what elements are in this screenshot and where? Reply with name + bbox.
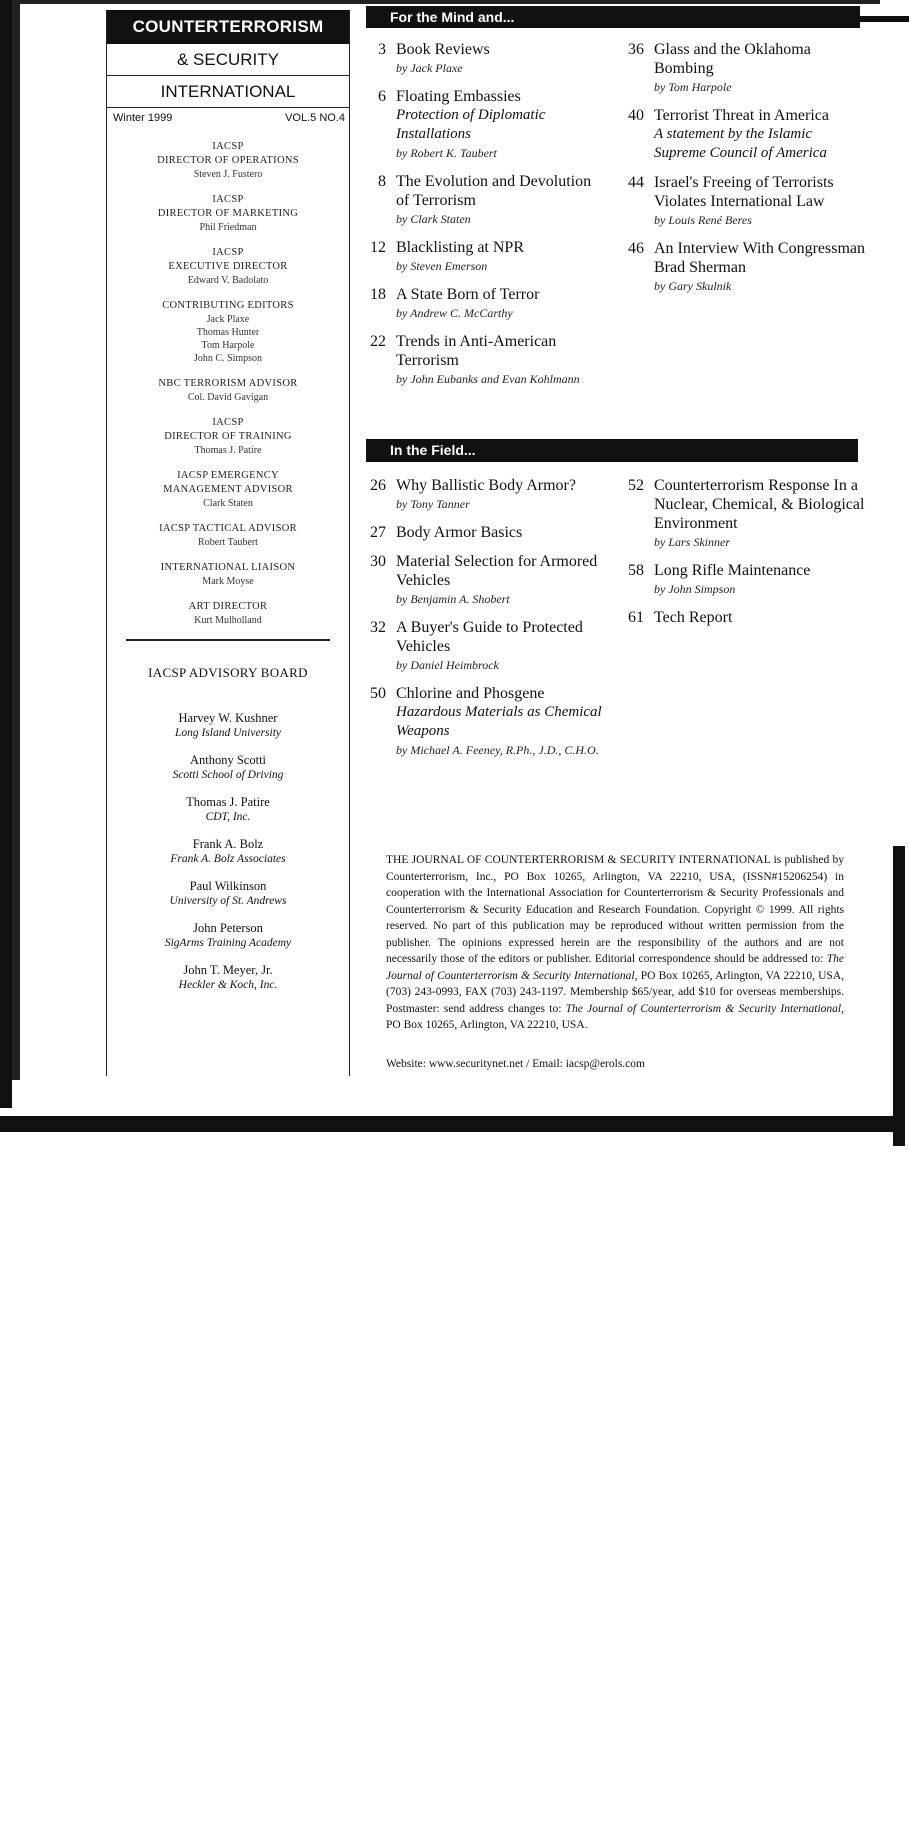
staff-role: DIRECTOR OF OPERATIONS [157,155,299,166]
toc-page-number: 58 [628,562,644,579]
toc-byline: by John Simpson [654,582,736,596]
toc-field-right [618,476,866,637]
toc-entry-body [396,40,592,77]
toc-entry [360,332,592,388]
colophon [386,852,844,1034]
toc-entry-body [396,285,592,322]
toc-title: A Buyer's Guide to Protected Vehicles [396,619,583,655]
staff-name: Jack Plaxe [206,314,250,325]
toc-entry-body [654,40,866,96]
masthead-line2: & SECURITY [107,44,349,76]
board-member-name: Harvey W. Kushner [178,711,278,725]
toc-entry-body [654,239,866,295]
toc-entry [360,552,604,608]
toc-page-number: 30 [370,553,386,570]
toc-page-number: 46 [628,240,644,257]
toc-title: Chlorine and Phosgene [396,685,545,702]
toc-page-number: 18 [370,286,386,303]
colophon-p2: PO Box 10265, Arlington, VA 22210, USA, (703) 243-0993, FAX (703) 243-1197. Membership $65/year, add $10 for overseas memberships. Postmaster: send address changes to: [386,969,845,1015]
staff-role: DIRECTOR OF TRAINING [164,431,292,442]
toc-entry-body [654,476,866,551]
staff-name: Col. David Gavigan [187,392,269,403]
section-header-mind: For the Mind and... [366,6,860,28]
colophon-journal-name-1: The Journal of Counterterrorism & Security International, [386,953,845,982]
board-member-name: Thomas J. Patire [186,795,270,809]
toc-field-left [360,476,604,769]
board-member-name: Frank A. Bolz [192,837,264,851]
toc-byline: by Gary Skulnik [654,279,732,293]
toc-title: Counterterrorism Response In a Nuclear, Chemical, & Biological Environment [654,477,865,532]
contact-line: Website: www.securitynet.net / Email: iacsp@erols.com [386,1058,645,1070]
toc-entry [360,523,604,542]
colophon-journal-name-2: The Journal of Counterterrorism & Security International, [565,1002,844,1015]
board-member-affiliation: CDT, Inc. [205,811,251,823]
masthead-column [106,10,350,1076]
board-member-name: John T. Meyer, Jr. [183,963,273,977]
staff-role: DIRECTOR OF MARKETING [157,208,299,219]
toc-entry-body [654,106,866,163]
staff-role: ART DIRECTOR [188,601,268,612]
toc-byline: by Jack Plaxe [396,61,463,75]
staff-block [107,416,349,457]
toc-page-number: 61 [628,609,644,626]
board-member [107,711,349,741]
staff-name: Steven J. Fustero [193,169,263,180]
toc-byline: by Daniel Heimbrock [396,658,499,672]
divider-rule [126,639,330,641]
toc-entry [618,173,866,229]
toc-entry-body [396,332,592,388]
toc-page-number: 32 [370,619,386,636]
toc-page-number: 26 [370,477,386,494]
toc-page-number: 52 [628,477,644,494]
toc-page-number: 12 [370,239,386,256]
advisory-board-list [107,711,349,993]
toc-entry-body [654,608,866,627]
toc-title: Israel's Freeing of Terrorists Violates International Law [654,174,834,210]
board-member-affiliation: Frank A. Bolz Associates [170,853,286,865]
board-member [107,963,349,993]
toc-subtitle: Protection of Diplomatic Installations [396,107,546,142]
staff-role: INTERNATIONAL LIAISON [160,562,296,573]
toc-mind-left [360,40,592,398]
toc-page-number: 22 [370,333,386,350]
board-member-affiliation: SigArms Training Academy [164,937,292,949]
staff-name: Edward V. Badolato [187,275,269,286]
staff-name: Tom Harpole [201,340,255,351]
staff-role: NBC TERRORISM ADVISOR [158,378,298,389]
toc-page-number: 3 [378,41,386,58]
toc-entry-body [654,561,866,598]
staff-role: IACSP EMERGENCY [177,470,279,481]
toc-page-number: 6 [378,88,386,105]
masthead-line3: INTERNATIONAL [107,76,349,108]
toc-byline: by Robert K. Taubert [396,146,497,160]
staff-name: Kurt Mulholland [194,615,262,626]
toc-entry-body [396,618,604,674]
toc-entry [360,285,592,322]
board-member-affiliation: Heckler & Koch, Inc. [178,979,278,991]
scan-edge-top [20,0,880,4]
staff-block [107,561,349,588]
toc-title: Glass and the Oklahoma Bombing [654,41,811,77]
toc-entry [618,106,866,163]
board-member-name: John Peterson [193,921,263,935]
toc-title: Book Reviews [396,41,490,58]
issue-date: Winter 1999 [113,112,173,124]
toc-title: Long Rifle Maintenance [654,562,811,579]
scan-edge-right-top [860,16,909,22]
scan-edge-right [893,846,905,1146]
staff-block [107,193,349,234]
toc-entry-body [654,173,866,229]
toc-entry [360,618,604,674]
board-member [107,879,349,909]
staff-name: Thomas Hunter [196,327,260,338]
toc-mind-right [618,40,866,305]
toc-title: A State Born of Terror [396,286,540,303]
scan-edge-left-inner [12,0,20,1080]
toc-entry [360,172,592,228]
board-member-name: Anthony Scotti [189,753,267,767]
staff-block [107,299,349,365]
toc-entry-body [396,552,604,608]
staff-role: MANAGEMENT ADVISOR [163,484,293,495]
toc-title: Floating Embassies [396,88,521,105]
scan-edge-bottom [0,1116,895,1132]
toc-page-number: 8 [378,173,386,190]
toc-byline: by Andrew C. McCarthy [396,306,513,320]
toc-title: An Interview With Congressman Brad Sherman [654,240,866,276]
colophon-p1: THE JOURNAL OF COUNTERTERRORISM & SECURITY INTERNATIONAL is published by Counterterrorism, Inc., PO Box 10265, Arlington, VA 22210, USA, (ISSN#15206254) in cooperation with the International Association for Counterterrorism & Security Professionals and Counterterrorism & Security Education and Research Foundation. Copyright © 1999. All rights reserved. No part of this publication may be reproduced without written permission from the publisher. The opinions expressed herein are the responsibility of the authors and are not necessarily those of the editors or publisher. Editorial correspondence should be addressed to: [386,854,844,965]
staff-block [107,140,349,181]
toc-entry [360,87,592,162]
staff-block [107,469,349,510]
toc-title: Body Armor Basics [396,524,523,541]
masthead-title: COUNTERTERRORISM [107,10,349,44]
staff-role: IACSP [212,141,244,152]
staff-role: IACSP [212,247,244,258]
toc-title: Tech Report [654,609,733,626]
toc-entry [618,476,866,551]
toc-byline: by Michael A. Feeney, R.Ph., J.D., C.H.O. [396,743,599,757]
board-member-affiliation: Scotti School of Driving [172,769,284,781]
toc-entry [360,684,604,759]
toc-entry-body [396,172,592,228]
toc-byline: by Lars Skinner [654,535,730,549]
board-member [107,837,349,867]
toc-entry-body [396,523,604,542]
toc-page-number: 27 [370,524,386,541]
toc-page-number: 36 [628,41,644,58]
advisory-board-heading: IACSP ADVISORY BOARD [148,665,308,680]
toc-byline: by Steven Emerson [396,259,488,273]
section-header-field: In the Field... [366,439,858,462]
board-member-affiliation: University of St. Andrews [169,895,287,907]
toc-byline: by Tom Harpole [654,80,732,94]
toc-title: Material Selection for Armored Vehicles [396,553,598,589]
staff-name: Thomas J. Patire [194,445,262,456]
board-member [107,921,349,951]
toc-entry [618,608,866,627]
toc-title: Why Ballistic Body Armor? [396,477,576,494]
staff-role: IACSP TACTICAL ADVISOR [159,523,297,534]
staff-role: EXECUTIVE DIRECTOR [168,261,288,272]
staff-role: IACSP [212,194,244,205]
toc-page-number: 44 [628,174,644,191]
toc-title: Terrorist Threat in America [654,107,829,124]
toc-entry-body [396,684,604,759]
board-member-name: Paul Wilkinson [189,879,267,893]
toc-title: Blacklisting at NPR [396,239,524,256]
toc-entry [360,238,592,275]
toc-byline: by Benjamin A. Shobert [396,592,510,606]
board-member [107,795,349,825]
toc-byline: by Clark Staten [396,212,471,226]
toc-entry [360,40,592,77]
toc-title: Trends in Anti-American Terrorism [396,333,557,369]
toc-subtitle: A statement by the Islamic Supreme Council of America [654,126,827,161]
toc-entry [618,40,866,96]
toc-entry [360,476,604,513]
toc-entry-body [396,238,592,275]
toc-page-number: 40 [628,107,644,124]
staff-name: John C. Simpson [193,353,263,364]
toc-byline: by Tony Tanner [396,497,470,511]
toc-entry-body [396,476,604,513]
staff-name: Mark Moyse [202,576,254,587]
issue-line [107,108,349,130]
toc-entry [618,239,866,295]
staff-block [107,246,349,287]
issue-volume: VOL.5 NO.4 [285,112,345,124]
toc-byline: by Louis René Beres [654,213,752,227]
toc-entry [618,561,866,598]
board-member-affiliation: Long Island University [174,727,282,739]
colophon-p3: PO Box 10265, Arlington, VA 22210, USA. [386,1019,588,1031]
staff-block [107,377,349,404]
staff-name: Phil Friedman [199,222,257,233]
staff-name: Robert Taubert [198,537,258,548]
toc-entry-body [396,87,592,162]
staff-list [107,140,349,627]
scan-edge-left [0,0,12,1108]
staff-role: IACSP [212,417,244,428]
staff-name: Clark Staten [203,498,253,509]
toc-page-number: 50 [370,685,386,702]
toc-byline: by John Eubanks and Evan Kohlmann [396,372,580,386]
board-member [107,753,349,783]
toc-title: The Evolution and Devolution of Terrorism [396,173,592,209]
staff-role: CONTRIBUTING EDITORS [162,300,294,311]
staff-block [107,600,349,627]
toc-subtitle: Hazardous Materials as Chemical Weapons [396,704,602,739]
staff-block [107,522,349,549]
